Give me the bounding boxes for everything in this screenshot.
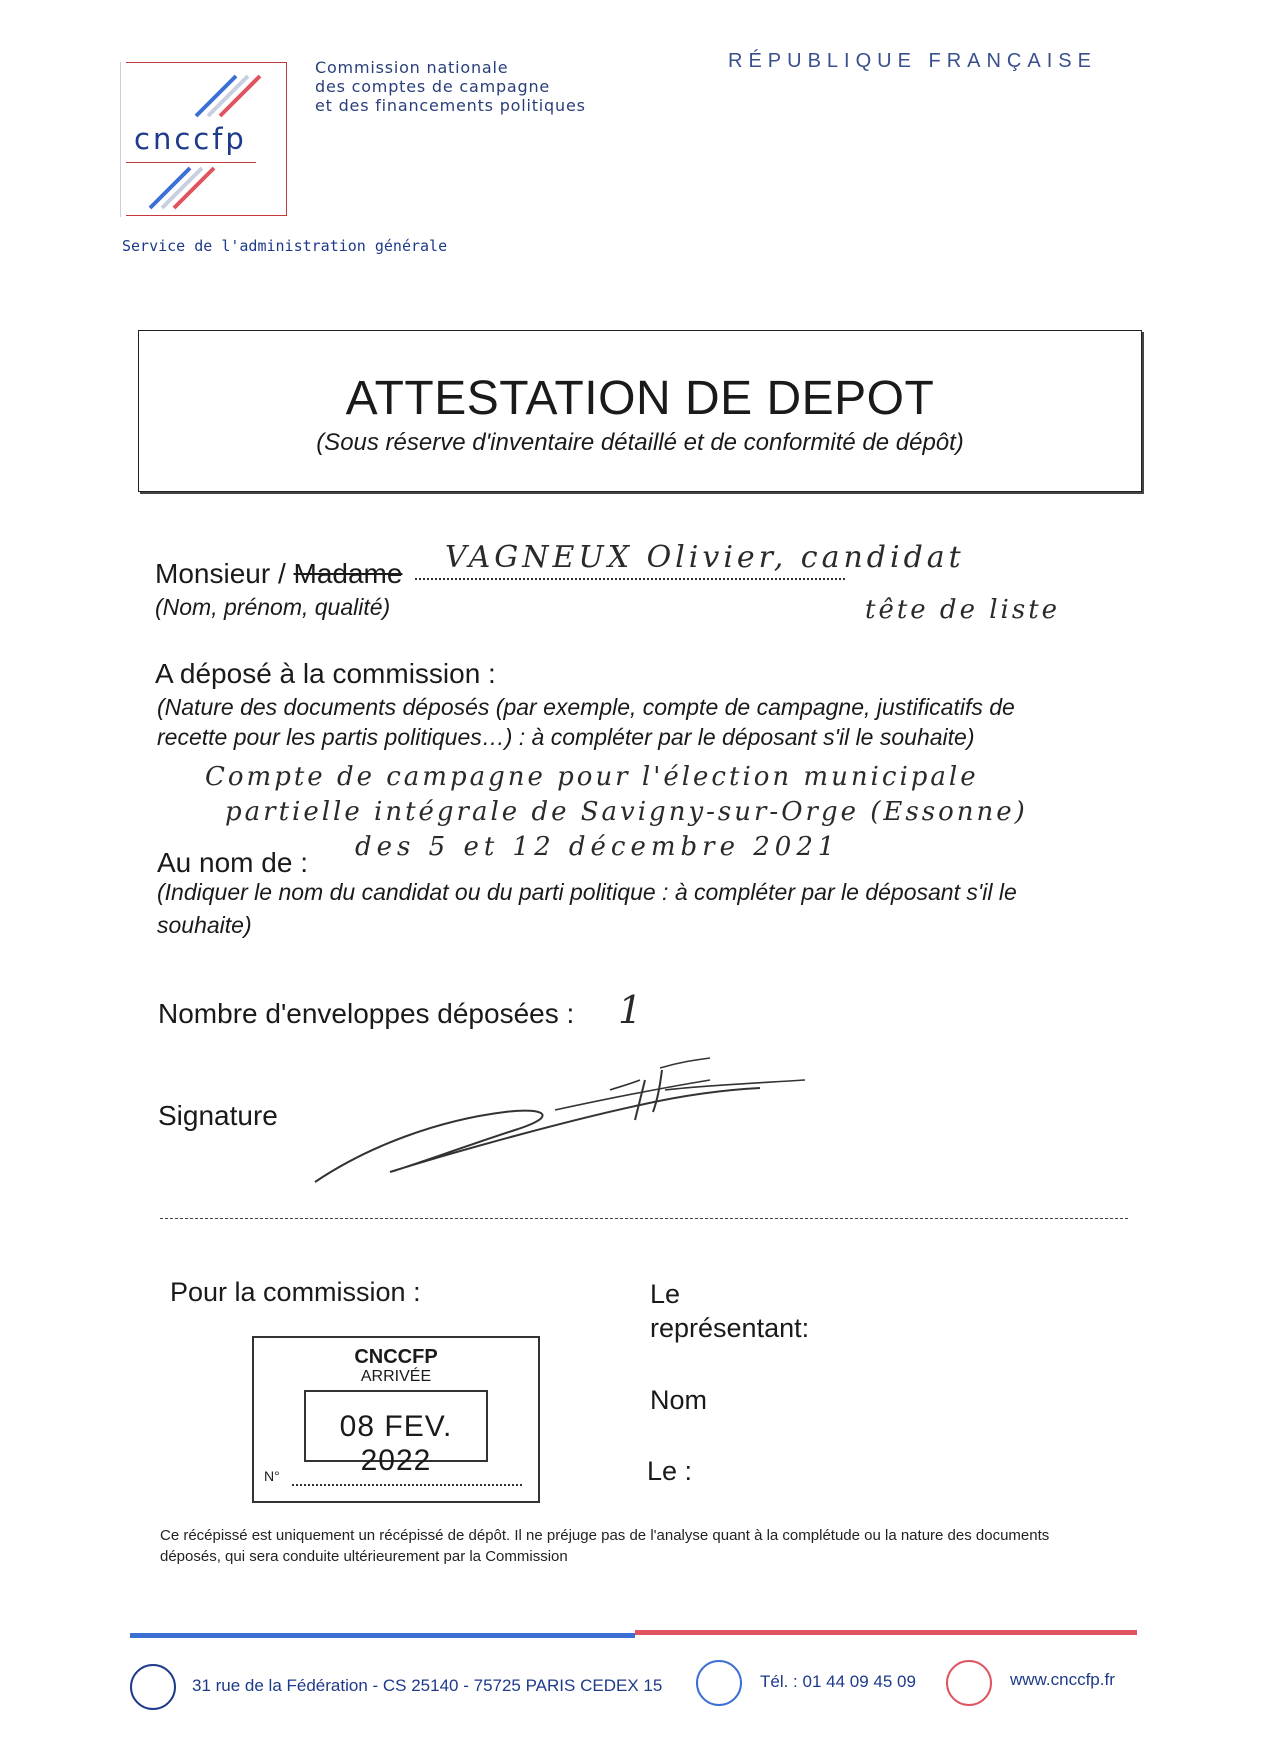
- footer-website[interactable]: www.cnccfp.fr: [1010, 1670, 1115, 1689]
- on-behalf-hint-2: souhaite): [157, 912, 252, 938]
- footnote: [160, 1525, 1140, 1567]
- on-behalf-hint-1: (Indiquer le nom du candidat ou du parti politique : à compléter par le déposant s'il le: [157, 879, 1017, 905]
- footer-phone: Tél. : 01 44 09 45 09: [760, 1672, 916, 1691]
- flag-stripes-top-icon: [190, 74, 272, 118]
- monsieur-label: Monsieur /: [155, 558, 286, 589]
- envelopes-label: Nombre d'enveloppes déposées :: [158, 998, 575, 1029]
- deposit-handwritten-3: des 5 et 12 décembre 2021: [355, 832, 840, 862]
- web-circle-icon: [946, 1660, 992, 1706]
- address-circle-icon: [130, 1664, 176, 1710]
- footer-address: 31 rue de la Fédération - CS 25140 - 75725 PARIS CEDEX 15: [192, 1676, 663, 1695]
- representative-le: Le: [650, 1279, 681, 1309]
- phone-circle-icon: [696, 1660, 742, 1706]
- footer-bar-blue: [130, 1633, 635, 1638]
- deposit-hint-1: (Nature des documents déposés (par exemple, compte de campagne, justificatifs de: [157, 694, 1015, 720]
- representative-date: Le :: [647, 1456, 693, 1486]
- stamp-number-label: N°: [264, 1468, 280, 1484]
- representative-title: représentant:: [650, 1313, 810, 1343]
- deposit-label: A déposé à la commission :: [155, 658, 496, 689]
- envelopes-count-handwritten: 1: [618, 988, 643, 1032]
- on-behalf-label: Au nom de :: [157, 847, 308, 878]
- commission-label: Pour la commission :: [170, 1277, 421, 1307]
- representative-nom: Nom: [650, 1385, 708, 1415]
- flag-stripes-bottom-icon: [144, 166, 244, 210]
- deposit-handwritten-1: Compte de campagne pour l'élection municipale: [205, 762, 979, 792]
- stamp-date: 08 FEV. 2022: [339, 1410, 453, 1477]
- republique-francaise: RÉPUBLIQUE FRANÇAISE: [728, 50, 1097, 72]
- depositor-name-handwritten: VAGNEUX Olivier, candidat: [445, 540, 965, 575]
- handwritten-signature: [310, 1050, 810, 1190]
- arrival-stamp: [252, 1336, 540, 1503]
- depositor-label: [155, 558, 402, 590]
- document-title: ATTESTATION DE DEPOT: [345, 372, 935, 425]
- stamp-org: CNCCFP: [354, 1346, 438, 1368]
- document-subtitle: (Sous réserve d'inventaire détaillé et de conformité de dépôt): [316, 429, 964, 456]
- org-line-3: et des financements politiques: [315, 96, 586, 115]
- stamp-date-box: [304, 1390, 488, 1477]
- representative-block: [650, 1277, 809, 1345]
- depositor-hint: (Nom, prénom, qualité): [155, 594, 391, 620]
- title-box: [138, 330, 1142, 492]
- cnccfp-logo: [120, 62, 288, 217]
- service-name: Service de l'administration générale: [122, 237, 448, 255]
- org-line-1: Commission nationale: [315, 58, 509, 77]
- org-line-2: des comptes de campagne: [315, 77, 551, 96]
- name-dotted-line: [415, 578, 845, 580]
- separator-line: [160, 1218, 1128, 1219]
- depositor-quality-handwritten: tête de liste: [865, 595, 1061, 625]
- stamp-status: ARRIVÉE: [360, 1368, 432, 1385]
- signature-label: Signature: [158, 1100, 278, 1131]
- deposit-hint-2: recette pour les partis politiques…) : à compléter par le déposant s'il le souhaite): [157, 724, 975, 750]
- footnote-line-1: Ce récépissé est uniquement un récépissé de dépôt. Il ne préjuge pas de l'analyse quant à la complétude ou la nature des documents: [160, 1527, 1050, 1544]
- organization-name: [315, 58, 586, 115]
- madame-label: Madame: [293, 558, 403, 589]
- footer-bar-red: [635, 1630, 1137, 1635]
- logo-text: cnccfp: [134, 122, 247, 156]
- stamp-number-line: [292, 1484, 522, 1486]
- deposit-handwritten-2: partielle intégrale de Savigny-sur-Orge (Essonne): [225, 797, 1028, 827]
- footnote-line-2: déposés, qui sera conduite ultérieurement par la Commission: [160, 1548, 568, 1565]
